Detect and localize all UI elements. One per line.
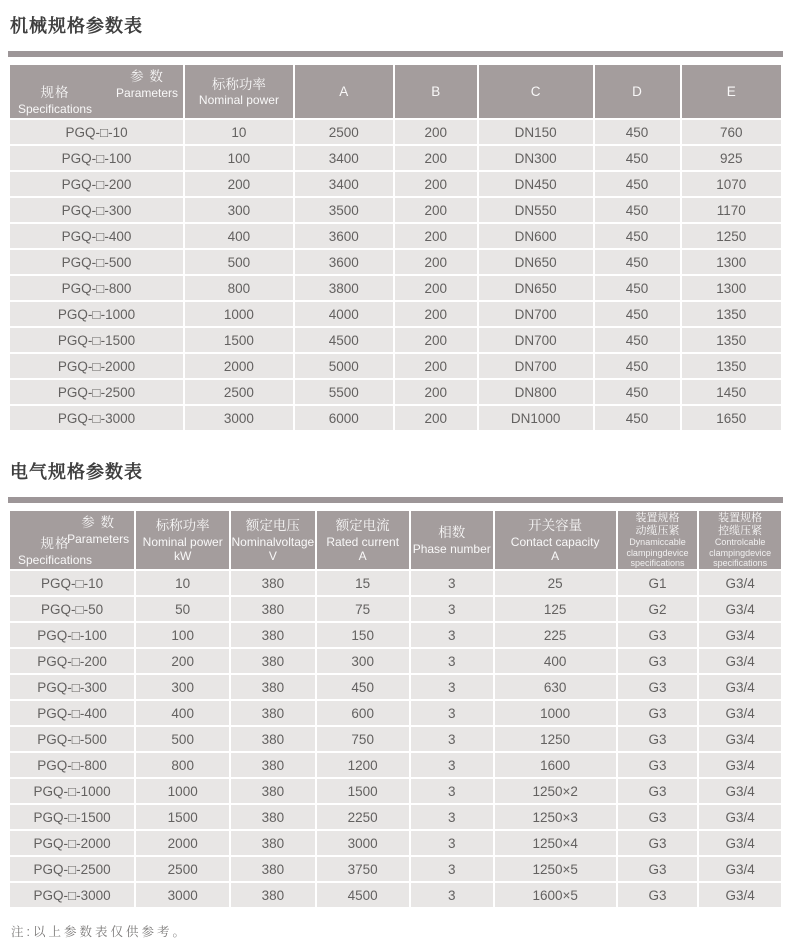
value-cell: 450 bbox=[595, 406, 680, 430]
value-cell: 1500 bbox=[317, 779, 409, 803]
column-header bbox=[136, 511, 229, 569]
table-row bbox=[10, 146, 781, 170]
table-row bbox=[10, 354, 781, 378]
value-cell: DN300 bbox=[479, 146, 593, 170]
value-cell: 1070 bbox=[682, 172, 781, 196]
value-cell: 200 bbox=[395, 250, 477, 274]
value-cell: 200 bbox=[395, 354, 477, 378]
value-cell: 200 bbox=[395, 328, 477, 352]
value-cell: G3 bbox=[618, 831, 697, 855]
value-cell: 1250×4 bbox=[495, 831, 616, 855]
value-cell: G3 bbox=[618, 883, 697, 907]
value-cell: 1600×5 bbox=[495, 883, 616, 907]
value-cell: G3 bbox=[618, 649, 697, 673]
column-header bbox=[495, 511, 616, 569]
value-cell: DN1000 bbox=[479, 406, 593, 430]
table-row bbox=[10, 701, 781, 725]
value-cell: DN700 bbox=[479, 328, 593, 352]
table-row bbox=[10, 380, 781, 404]
column-header-en: Dynamiccable bbox=[629, 537, 686, 548]
value-cell: 380 bbox=[231, 753, 314, 777]
value-cell: 200 bbox=[395, 380, 477, 404]
value-cell: G3/4 bbox=[699, 753, 781, 777]
model-cell: PGQ-□-10 bbox=[10, 571, 134, 595]
column-header bbox=[295, 65, 393, 118]
value-cell: 25 bbox=[495, 571, 616, 595]
column-header-en: Contact capacity bbox=[510, 534, 600, 549]
value-cell: 200 bbox=[395, 120, 477, 144]
table-row bbox=[10, 727, 781, 751]
model-cell: PGQ-□-1500 bbox=[10, 328, 183, 352]
value-cell: 3500 bbox=[295, 198, 393, 222]
value-cell: 450 bbox=[595, 302, 680, 326]
column-header bbox=[618, 511, 697, 569]
value-cell: 1170 bbox=[682, 198, 781, 222]
column-header bbox=[317, 511, 409, 569]
value-cell: 2500 bbox=[185, 380, 293, 404]
value-cell: 450 bbox=[595, 198, 680, 222]
value-cell: 380 bbox=[231, 675, 314, 699]
value-cell: G3 bbox=[618, 753, 697, 777]
value-cell: 3 bbox=[411, 597, 493, 621]
value-cell: 800 bbox=[136, 753, 229, 777]
value-cell: 125 bbox=[495, 597, 616, 621]
value-cell: DN700 bbox=[479, 354, 593, 378]
value-cell: G3 bbox=[618, 675, 697, 699]
table-row bbox=[10, 328, 781, 352]
value-cell: 3 bbox=[411, 753, 493, 777]
model-cell: PGQ-□-2500 bbox=[10, 380, 183, 404]
value-cell: 3 bbox=[411, 623, 493, 647]
column-header bbox=[699, 511, 781, 569]
value-cell: 2000 bbox=[185, 354, 293, 378]
value-cell: G3/4 bbox=[699, 597, 781, 621]
value-cell: 3 bbox=[411, 701, 493, 725]
table-row bbox=[10, 753, 781, 777]
table-row bbox=[10, 883, 781, 907]
value-cell: 1600 bbox=[495, 753, 616, 777]
value-cell: 1300 bbox=[682, 250, 781, 274]
model-cell: PGQ-□-800 bbox=[10, 276, 183, 300]
value-cell: 400 bbox=[495, 649, 616, 673]
column-header bbox=[479, 65, 593, 118]
value-cell: 100 bbox=[185, 146, 293, 170]
value-cell: 380 bbox=[231, 883, 314, 907]
value-cell: 225 bbox=[495, 623, 616, 647]
value-cell: 300 bbox=[317, 649, 409, 673]
value-cell: 380 bbox=[231, 649, 314, 673]
value-cell: 10 bbox=[136, 571, 229, 595]
value-cell: 6000 bbox=[295, 406, 393, 430]
table-row bbox=[10, 406, 781, 430]
value-cell: 3 bbox=[411, 675, 493, 699]
value-cell: 3 bbox=[411, 857, 493, 881]
electrical-table-title: 电气规格参数表 bbox=[10, 462, 143, 482]
column-header bbox=[595, 65, 680, 118]
corner-specifications-label bbox=[18, 84, 92, 116]
value-cell: 1350 bbox=[682, 354, 781, 378]
value-cell: 3 bbox=[411, 571, 493, 595]
table-row bbox=[10, 172, 781, 196]
table-row bbox=[10, 675, 781, 699]
value-cell: DN650 bbox=[479, 276, 593, 300]
corner-specifications-label-en: Specifications bbox=[18, 101, 93, 116]
value-cell: G3 bbox=[618, 779, 697, 803]
value-cell: DN150 bbox=[479, 120, 593, 144]
value-cell: 200 bbox=[185, 172, 293, 196]
column-header-zh: 装置规格 bbox=[718, 512, 763, 524]
corner-header-cell bbox=[10, 65, 183, 118]
model-cell: PGQ-□-200 bbox=[10, 172, 183, 196]
model-cell: PGQ-□-1000 bbox=[10, 779, 134, 803]
value-cell: 2500 bbox=[136, 857, 229, 881]
column-header-en: specifications bbox=[713, 557, 768, 568]
column-header-en: V bbox=[268, 548, 277, 563]
value-cell: G3/4 bbox=[699, 883, 781, 907]
value-cell: G3/4 bbox=[699, 857, 781, 881]
mechanical-table-title: 机械规格参数表 bbox=[10, 16, 143, 36]
value-cell: 2250 bbox=[317, 805, 409, 829]
value-cell: 1500 bbox=[185, 328, 293, 352]
model-cell: PGQ-□-300 bbox=[10, 198, 183, 222]
divider-bar bbox=[8, 51, 783, 57]
corner-parameters-label-en: Parameters bbox=[116, 85, 179, 100]
model-cell: PGQ-□-500 bbox=[10, 250, 183, 274]
column-header bbox=[185, 65, 293, 118]
value-cell: 1000 bbox=[185, 302, 293, 326]
value-cell: 380 bbox=[231, 701, 314, 725]
value-cell: G3/4 bbox=[699, 675, 781, 699]
value-cell: 450 bbox=[595, 146, 680, 170]
table-row bbox=[10, 198, 781, 222]
corner-parameters-label-zh: 参 数 bbox=[81, 515, 115, 530]
table-row bbox=[10, 250, 781, 274]
value-cell: DN650 bbox=[479, 250, 593, 274]
column-header-en: Controlcable bbox=[714, 537, 766, 548]
footnote: 注:以上参数表仅供参考。 bbox=[11, 925, 188, 940]
value-cell: 15 bbox=[317, 571, 409, 595]
value-cell: 3400 bbox=[295, 172, 393, 196]
column-header-en: Nominalvoltage bbox=[231, 534, 315, 549]
value-cell: 450 bbox=[595, 250, 680, 274]
column-header-en: specifications bbox=[630, 557, 685, 568]
column-header-zh: 标称功率 bbox=[211, 76, 266, 92]
corner-specifications-label-en: Specifications bbox=[18, 552, 93, 567]
value-cell: 3 bbox=[411, 805, 493, 829]
value-cell: 200 bbox=[395, 406, 477, 430]
corner-specifications-label-zh: 规格 bbox=[40, 536, 70, 552]
value-cell: 3000 bbox=[136, 883, 229, 907]
column-header-zh: C bbox=[530, 83, 541, 99]
table-row bbox=[10, 224, 781, 248]
header-row bbox=[10, 65, 781, 118]
value-cell: G3/4 bbox=[699, 805, 781, 829]
value-cell: 1300 bbox=[682, 276, 781, 300]
value-cell: 75 bbox=[317, 597, 409, 621]
value-cell: 3800 bbox=[295, 276, 393, 300]
column-header bbox=[231, 511, 314, 569]
column-header-en: Nominal power bbox=[198, 93, 279, 108]
value-cell: 3 bbox=[411, 883, 493, 907]
value-cell: 1250 bbox=[495, 727, 616, 751]
value-cell: 760 bbox=[682, 120, 781, 144]
table-row bbox=[10, 276, 781, 300]
value-cell: 200 bbox=[395, 146, 477, 170]
value-cell: 1250×5 bbox=[495, 857, 616, 881]
value-cell: 3 bbox=[411, 649, 493, 673]
column-header bbox=[411, 511, 493, 569]
value-cell: 200 bbox=[395, 302, 477, 326]
model-cell: PGQ-□-3000 bbox=[10, 883, 134, 907]
value-cell: 450 bbox=[595, 224, 680, 248]
value-cell: 200 bbox=[395, 276, 477, 300]
value-cell: DN450 bbox=[479, 172, 593, 196]
corner-parameters-label bbox=[116, 68, 178, 100]
column-header-zh: 开关容量 bbox=[528, 517, 583, 533]
model-cell: PGQ-□-200 bbox=[10, 649, 134, 673]
value-cell: 200 bbox=[395, 224, 477, 248]
value-cell: 1450 bbox=[682, 380, 781, 404]
model-cell: PGQ-□-100 bbox=[10, 146, 183, 170]
value-cell: 380 bbox=[231, 779, 314, 803]
model-cell: PGQ-□-500 bbox=[10, 727, 134, 751]
table-row bbox=[10, 649, 781, 673]
divider-bar bbox=[8, 497, 783, 503]
value-cell: 1250 bbox=[682, 224, 781, 248]
column-header-en: kW bbox=[174, 548, 192, 563]
mechanical-spec-table bbox=[8, 63, 783, 432]
value-cell: 50 bbox=[136, 597, 229, 621]
value-cell: G3/4 bbox=[699, 831, 781, 855]
value-cell: G3 bbox=[618, 805, 697, 829]
value-cell: 630 bbox=[495, 675, 616, 699]
value-cell: 450 bbox=[595, 380, 680, 404]
model-cell: PGQ-□-2000 bbox=[10, 354, 183, 378]
value-cell: 2500 bbox=[295, 120, 393, 144]
value-cell: 3000 bbox=[185, 406, 293, 430]
column-header-zh: E bbox=[726, 83, 736, 99]
value-cell: 4500 bbox=[295, 328, 393, 352]
value-cell: 750 bbox=[317, 727, 409, 751]
table-row bbox=[10, 779, 781, 803]
column-header-zh: D bbox=[632, 83, 642, 99]
value-cell: 380 bbox=[231, 805, 314, 829]
value-cell: 1350 bbox=[682, 302, 781, 326]
column-header bbox=[395, 65, 477, 118]
value-cell: 3 bbox=[411, 831, 493, 855]
value-cell: DN800 bbox=[479, 380, 593, 404]
corner-header-cell bbox=[10, 511, 134, 569]
electrical-spec-table bbox=[8, 509, 783, 909]
value-cell: G3 bbox=[618, 623, 697, 647]
value-cell: 300 bbox=[136, 675, 229, 699]
value-cell: 5500 bbox=[295, 380, 393, 404]
column-header-zh: 标称功率 bbox=[155, 517, 210, 533]
table-row bbox=[10, 571, 781, 595]
header-row bbox=[10, 511, 781, 569]
value-cell: 1000 bbox=[495, 701, 616, 725]
value-cell: G3 bbox=[618, 857, 697, 881]
value-cell: G1 bbox=[618, 571, 697, 595]
model-cell: PGQ-□-1500 bbox=[10, 805, 134, 829]
column-header-en: clampingdevice bbox=[709, 547, 772, 558]
table-row bbox=[10, 120, 781, 144]
corner-specifications-label-zh: 规格 bbox=[40, 85, 70, 101]
column-header-en: clampingdevice bbox=[626, 547, 689, 558]
table-row bbox=[10, 831, 781, 855]
value-cell: 450 bbox=[595, 172, 680, 196]
column-header bbox=[682, 65, 781, 118]
model-cell: PGQ-□-400 bbox=[10, 701, 134, 725]
value-cell: DN700 bbox=[479, 302, 593, 326]
value-cell: 400 bbox=[185, 224, 293, 248]
column-header-zh: 相数 bbox=[438, 525, 466, 541]
value-cell: G3 bbox=[618, 701, 697, 725]
value-cell: 100 bbox=[136, 623, 229, 647]
value-cell: 800 bbox=[185, 276, 293, 300]
model-cell: PGQ-□-3000 bbox=[10, 406, 183, 430]
value-cell: 300 bbox=[185, 198, 293, 222]
model-cell: PGQ-□-400 bbox=[10, 224, 183, 248]
value-cell: 1250×2 bbox=[495, 779, 616, 803]
model-cell: PGQ-□-2000 bbox=[10, 831, 134, 855]
model-cell: PGQ-□-2500 bbox=[10, 857, 134, 881]
value-cell: 3600 bbox=[295, 224, 393, 248]
value-cell: 380 bbox=[231, 623, 314, 647]
value-cell: 3000 bbox=[317, 831, 409, 855]
value-cell: 380 bbox=[231, 571, 314, 595]
value-cell: 1250×3 bbox=[495, 805, 616, 829]
value-cell: 450 bbox=[595, 328, 680, 352]
value-cell: 1500 bbox=[136, 805, 229, 829]
value-cell: 5000 bbox=[295, 354, 393, 378]
column-header-en: Nominal power bbox=[142, 534, 223, 549]
value-cell: 400 bbox=[136, 701, 229, 725]
column-header-zh: 装置规格 bbox=[635, 512, 680, 524]
model-cell: PGQ-□-50 bbox=[10, 597, 134, 621]
table-row bbox=[10, 857, 781, 881]
column-header-zh: 动缆压紧 bbox=[635, 524, 680, 537]
value-cell: 3600 bbox=[295, 250, 393, 274]
value-cell: 200 bbox=[395, 198, 477, 222]
corner-specifications-label bbox=[18, 535, 92, 567]
value-cell: 380 bbox=[231, 727, 314, 751]
value-cell: 450 bbox=[595, 276, 680, 300]
value-cell: 1650 bbox=[682, 406, 781, 430]
value-cell: 4000 bbox=[295, 302, 393, 326]
model-cell: PGQ-□-100 bbox=[10, 623, 134, 647]
value-cell: 500 bbox=[136, 727, 229, 751]
table-row bbox=[10, 597, 781, 621]
value-cell: 380 bbox=[231, 857, 314, 881]
column-header-en: A bbox=[358, 548, 367, 563]
model-cell: PGQ-□-800 bbox=[10, 753, 134, 777]
value-cell: G3/4 bbox=[699, 701, 781, 725]
value-cell: DN600 bbox=[479, 224, 593, 248]
value-cell: 3 bbox=[411, 779, 493, 803]
column-header-zh: 额定电流 bbox=[335, 517, 390, 533]
value-cell: G2 bbox=[618, 597, 697, 621]
value-cell: 3750 bbox=[317, 857, 409, 881]
value-cell: G3/4 bbox=[699, 727, 781, 751]
value-cell: 450 bbox=[595, 354, 680, 378]
value-cell: 450 bbox=[317, 675, 409, 699]
value-cell: 3 bbox=[411, 727, 493, 751]
value-cell: 10 bbox=[185, 120, 293, 144]
value-cell: 450 bbox=[595, 120, 680, 144]
value-cell: 1000 bbox=[136, 779, 229, 803]
model-cell: PGQ-□-300 bbox=[10, 675, 134, 699]
column-header-zh: 控缆压紧 bbox=[718, 524, 763, 537]
value-cell: DN550 bbox=[479, 198, 593, 222]
value-cell: G3 bbox=[618, 727, 697, 751]
value-cell: 380 bbox=[231, 831, 314, 855]
value-cell: 925 bbox=[682, 146, 781, 170]
value-cell: 1350 bbox=[682, 328, 781, 352]
value-cell: G3/4 bbox=[699, 649, 781, 673]
value-cell: G3/4 bbox=[699, 623, 781, 647]
model-cell: PGQ-□-10 bbox=[10, 120, 183, 144]
column-header-en: Phase number bbox=[412, 541, 491, 556]
value-cell: 200 bbox=[395, 172, 477, 196]
table-row bbox=[10, 623, 781, 647]
value-cell: 200 bbox=[136, 649, 229, 673]
value-cell: 600 bbox=[317, 701, 409, 725]
column-header-en: Rated current bbox=[326, 534, 400, 549]
table-row bbox=[10, 302, 781, 326]
value-cell: G3/4 bbox=[699, 571, 781, 595]
column-header-en: A bbox=[551, 548, 560, 563]
value-cell: 1200 bbox=[317, 753, 409, 777]
value-cell: 150 bbox=[317, 623, 409, 647]
value-cell: 3400 bbox=[295, 146, 393, 170]
column-header-zh: 额定电压 bbox=[245, 517, 300, 533]
value-cell: 4500 bbox=[317, 883, 409, 907]
value-cell: 380 bbox=[231, 597, 314, 621]
table-row bbox=[10, 805, 781, 829]
value-cell: 500 bbox=[185, 250, 293, 274]
column-header-zh: A bbox=[339, 83, 349, 99]
value-cell: G3/4 bbox=[699, 779, 781, 803]
corner-parameters-label-zh: 参 数 bbox=[130, 69, 164, 84]
corner-parameters-label-en: Parameters bbox=[67, 531, 130, 546]
column-header-zh: B bbox=[431, 83, 441, 99]
model-cell: PGQ-□-1000 bbox=[10, 302, 183, 326]
value-cell: 2000 bbox=[136, 831, 229, 855]
